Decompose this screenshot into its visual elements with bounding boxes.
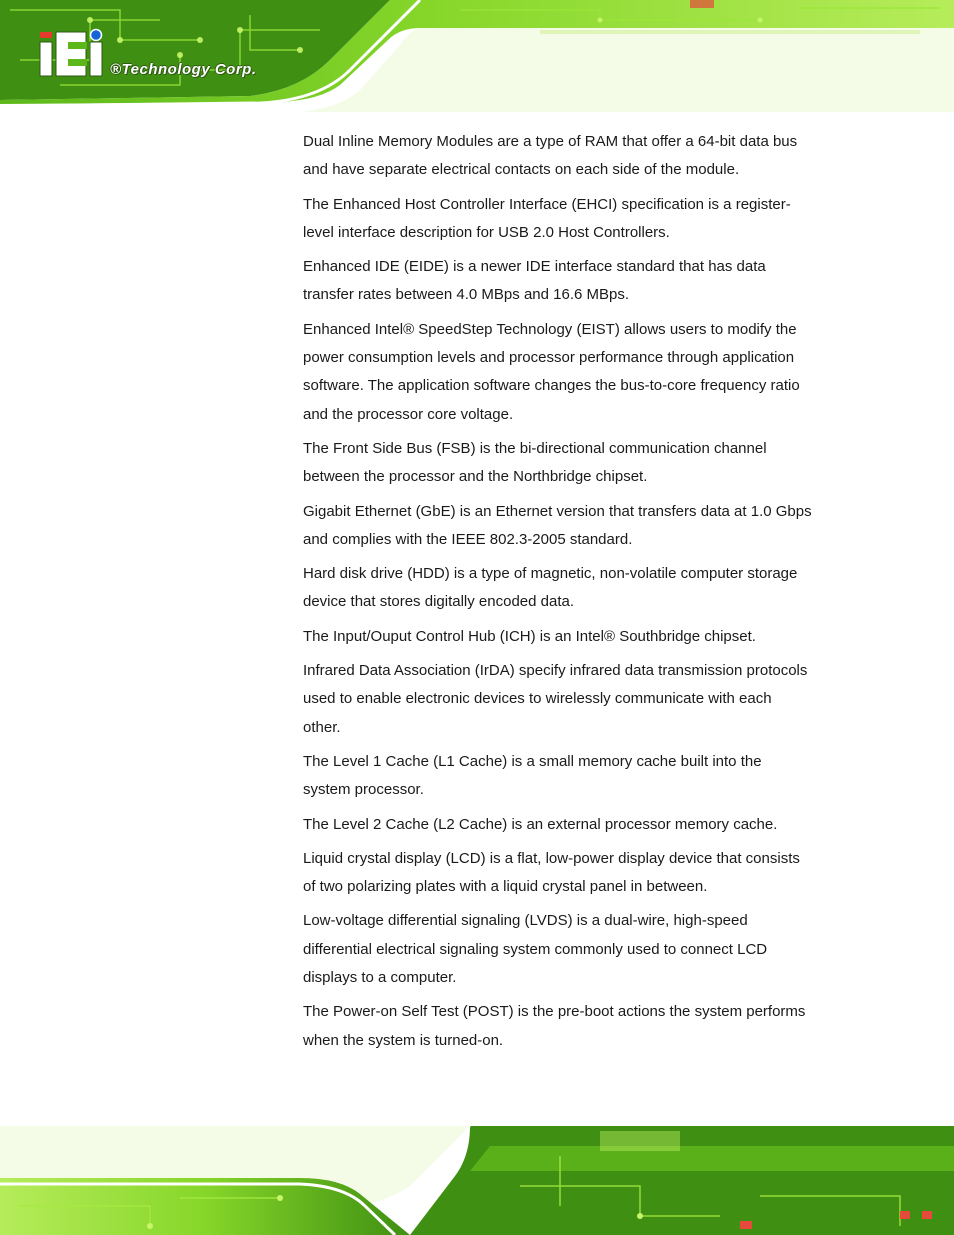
- paragraph-gbe: Gigabit Ethernet (GbE) is an Ethernet version that transfers data at 1.0 Gbps and complies with the IEEE 802.3-2005 standard.: [303, 502, 812, 548]
- paragraph-l1-cache: The Level 1 Cache (L1 Cache) is a small memory cache built into the system processor.: [303, 752, 762, 799]
- header-banner: [0, 0, 954, 112]
- logo-wordmark: ®Technology Corp.: [110, 61, 257, 78]
- footer-circuit-graphic: [0, 1126, 954, 1235]
- paragraph-lvds: Low-voltage differential signaling (LVDS) is a dual-wire, high-speed differential electrical signaling system commonly used to connect LCD displays to a computer.: [303, 912, 768, 987]
- glossary-content: [303, 128, 813, 1061]
- paragraph-l2-cache: The Level 2 Cache (L2 Cache) is an external processor memory cache.: [303, 815, 778, 833]
- paragraph-ehci: The Enhanced Host Controller Interface (EHCI) specification is a register-level interface description for USB 2.0 Host Controllers.: [303, 195, 791, 241]
- paragraph-fsb: The Front Side Bus (FSB) is the bi-directional communication channel between the processor and the Northbridge chipset.: [303, 439, 767, 486]
- company-logo: [38, 28, 298, 88]
- paragraph-irda: Infrared Data Association (IrDA) specify infrared data transmission protocols used to enable electronic devices to wirelessly communicate with each other.: [303, 662, 808, 736]
- paragraph-hdd: Hard disk drive (HDD) is a type of magnetic, non-volatile computer storage device that stores digitally encoded data.: [303, 565, 798, 611]
- paragraph-lcd: Liquid crystal display (LCD) is a flat, low-power display device that consists of two polarizing plates with a liquid crystal panel in between.: [303, 849, 800, 896]
- paragraph-post: The Power-on Self Test (POST) is the pre-boot actions the system performs when the system is turned-on.: [303, 1003, 806, 1049]
- paragraph-eide: Enhanced IDE (EIDE) is a newer IDE interface standard that has data transfer rates between 4.0 MBps and 16.6 MBps.: [303, 258, 766, 304]
- paragraph-ich: The Input/Ouput Control Hub (ICH) is an Intel® Southbridge chipset.: [303, 627, 756, 645]
- footer-banner: [0, 1126, 954, 1235]
- paragraph-eist: Enhanced Intel® SpeedStep Technology (EIST) allows users to modify the power consumption levels and processor performance through application software. The application software changes the bus-to-core frequency ratio and the processor core voltage.: [303, 320, 800, 423]
- paragraph-dimm: Dual Inline Memory Modules are a type of RAM that offer a 64-bit data bus and have separate electrical contacts on each side of the module.: [303, 133, 798, 179]
- iei-logo-mark: [38, 28, 110, 80]
